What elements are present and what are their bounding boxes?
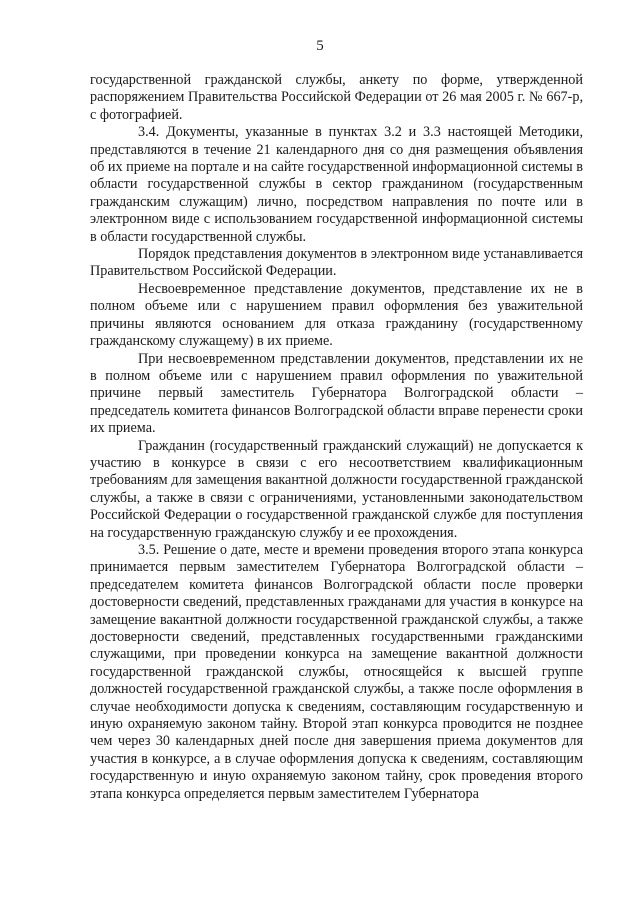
- paragraph: При несвоевременном представлении документов, представлении их не в полном объеме или с нарушением правил оформления по уважительной причине первый заместитель Губернатора Волгоградской области – председатель комитета финансов Волгоградской области вправе перенести сроки их приема.: [90, 350, 583, 437]
- paragraph: 3.5. Решение о дате, месте и времени проведения второго этапа конкурса принимается первым заместителем Губернатора Волгоградской области – председателем комитета финансов Волгоградской области после проверки достоверности сведений, представленных гражданами для участия в конкурсе на замещение вакантной должности государственной гражданской службы, а также достоверности сведений, представленных государственными гражданскими служащими, при проведении конкурса на замещение вакантной должности государственной гражданской службы, относящейся к высшей группе должностей государственной гражданской службы, а также после оформления в случае необходимости допуска к сведениям, составляющим государственную и иную охраняемую законом тайну. Второй этап конкурса проводится не позднее чем через 30 календарных дней после дня завершения приема документов для участия в конкурсе, а в случае оформления допуска к сведениям, составляющим государственную и иную охраняемую законом тайну, срок проведения второго этапа конкурса определяется первым заместителем Губернатора: [90, 541, 583, 802]
- paragraph: Порядок представления документов в электронном виде устанавливается Правительством Российской Федерации.: [90, 246, 583, 280]
- page-number: 5: [316, 38, 324, 54]
- paragraph: Несвоевременное представление документов, представление их не в полном объеме или с нарушением правил оформления без уважительной причины являются основанием для отказа гражданину (государственному гражданскому служащему) в их приеме.: [90, 280, 583, 350]
- paragraph: Гражданин (государственный гражданский служащий) не допускается к участию в конкурсе в связи с его несоответствием квалификационным требованиям для замещения вакантной должности государственной гражданской службы, а также в связи с ограничениями, установленными законодательством Российской Федерации о государственной гражданской службе для поступления на государственную гражданскую службу и ее прохождения.: [90, 437, 583, 541]
- paragraph: 3.4. Документы, указанные в пунктах 3.2 и 3.3 настоящей Методики, представляются в течение 21 календарного дня со дня размещения объявления об их приеме на портале и на сайте государственной информационной системы в области государственной службы в сектор гражданином (государственным гражданским служащим) лично, посредством направления по почте или в электронном виде с использованием государственной информационной системы в области государственной службы.: [90, 124, 583, 245]
- document-body: [90, 72, 583, 803]
- paragraph: государственной гражданской службы, анкету по форме, утвержденной распоряжением Правительства Российской Федерации от 26 мая 2005 г. № 667-р, с фотографией.: [90, 72, 583, 123]
